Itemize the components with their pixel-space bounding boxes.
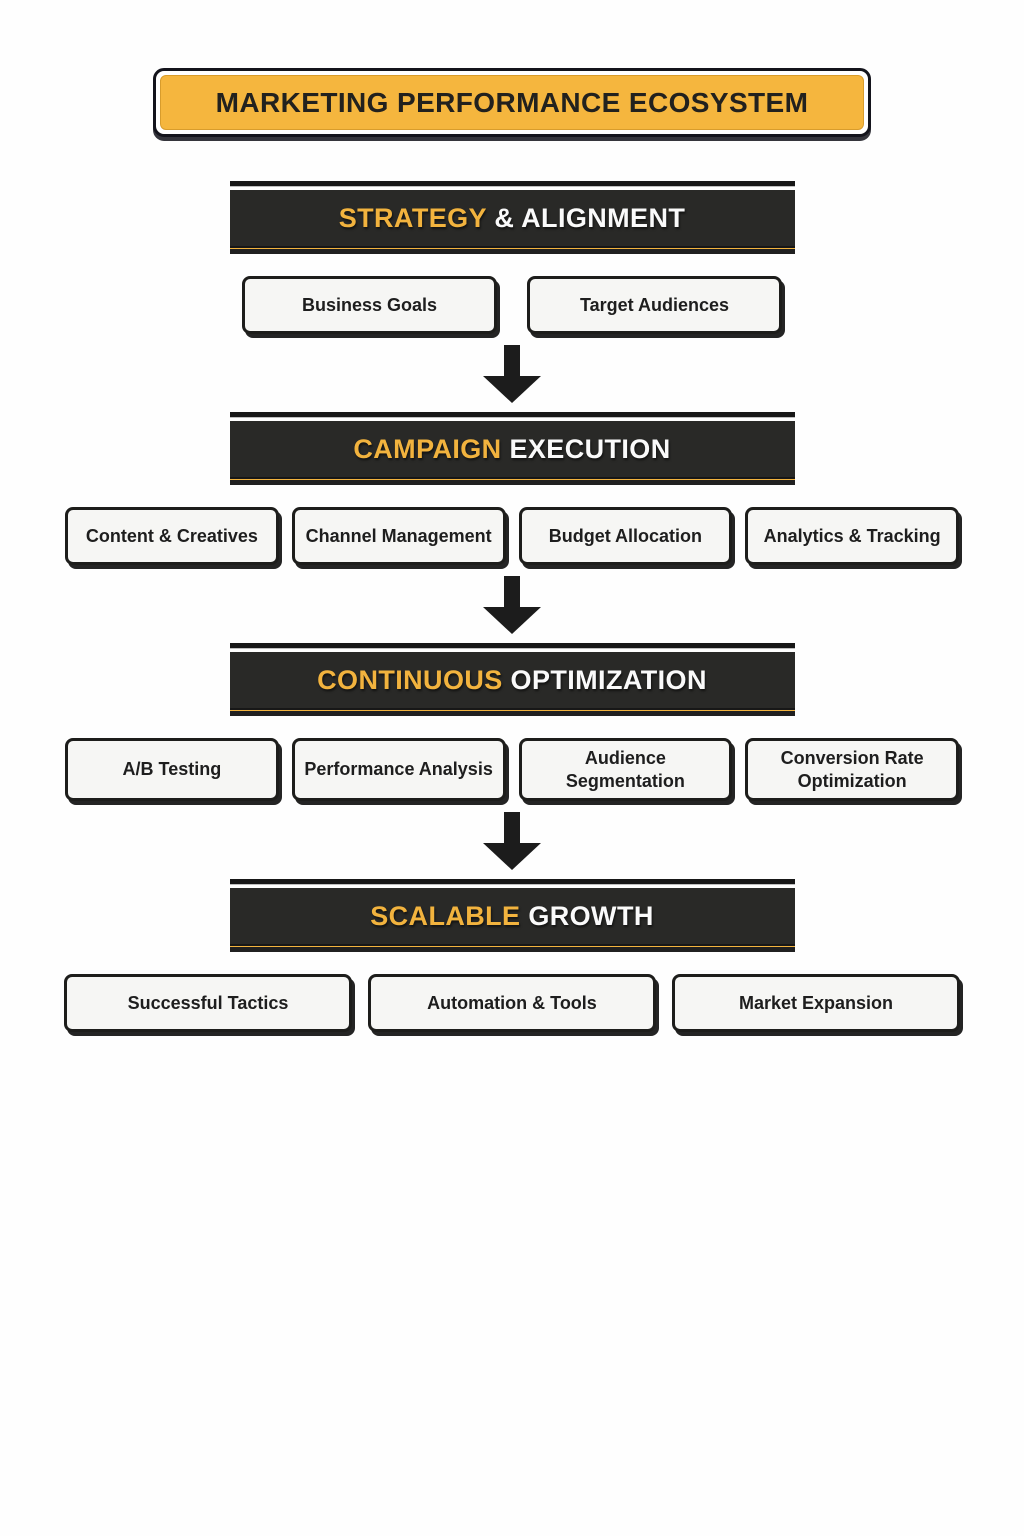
header-top-rule: [230, 412, 795, 417]
arrow-head: [483, 843, 541, 870]
node-box-row: [0, 276, 1024, 334]
arrow-stem: [504, 812, 520, 843]
arrow-head: [483, 376, 541, 403]
node-box: [368, 974, 656, 1032]
section-header: [230, 412, 795, 485]
section-heading-accent: CONTINUOUS: [317, 665, 503, 695]
node-box-label: Automation & Tools: [427, 992, 597, 1013]
node-box-row: [65, 507, 959, 565]
section-strategy-alignment: [0, 181, 1024, 403]
section-heading: [230, 888, 795, 944]
section-heading-rest: EXECUTION: [501, 434, 671, 464]
node-box: [242, 276, 497, 334]
title-banner: [153, 68, 871, 137]
section-heading-accent: SCALABLE: [370, 901, 521, 931]
section-heading-rest: & ALIGNMENT: [486, 203, 686, 233]
node-box: [527, 276, 782, 334]
header-top-rule: [230, 181, 795, 186]
section-heading-accent: STRATEGY: [338, 203, 487, 233]
node-box-label: Conversion Rate Optimization: [780, 748, 924, 791]
header-accent-stripe: [230, 708, 795, 716]
node-box: [292, 738, 506, 801]
down-arrow-icon: [483, 812, 541, 870]
section-header: [230, 879, 795, 952]
section-heading-accent: CAMPAIGN: [353, 434, 502, 464]
node-box: [65, 738, 279, 801]
section-scalable-growth: [0, 879, 1024, 1032]
node-box-label: Market Expansion: [738, 992, 894, 1013]
node-box: [64, 974, 352, 1032]
section-header: [230, 643, 795, 716]
section-campaign-execution: [0, 412, 1024, 634]
header-accent-stripe: [230, 944, 795, 952]
header-accent-stripe: [230, 246, 795, 254]
flow-diagram: [0, 181, 1024, 1032]
node-box-label: Analytics & Tracking: [763, 525, 941, 546]
section-heading: [230, 190, 795, 246]
node-box-label: Budget Allocation: [548, 525, 703, 546]
arrow-head: [483, 607, 541, 634]
node-box: [292, 507, 506, 565]
down-arrow-icon: [483, 576, 541, 634]
node-box-row: [64, 974, 960, 1032]
section-heading-rest: GROWTH: [520, 901, 654, 931]
node-box-label: Audience Segmentation: [565, 748, 685, 791]
node-box: [745, 507, 959, 565]
node-box-label: Content & Creatives: [85, 525, 258, 546]
node-box-label: Performance Analysis: [304, 759, 493, 780]
arrow-stem: [504, 345, 520, 376]
page-title: MARKETING PERFORMANCE ECOSYSTEM: [160, 75, 864, 130]
section-heading: [230, 421, 795, 477]
node-box-label: A/B Testing: [122, 759, 222, 780]
node-box-label: Channel Management: [305, 525, 492, 546]
section-header: [230, 181, 795, 254]
header-accent-stripe: [230, 477, 795, 485]
section-heading-rest: OPTIMIZATION: [502, 665, 707, 695]
node-box-label: Successful Tactics: [127, 992, 289, 1013]
node-box-row: [65, 738, 959, 801]
node-box-label: Target Audiences: [579, 294, 730, 315]
node-box: [65, 507, 279, 565]
node-box: [745, 738, 959, 801]
node-box: [519, 507, 733, 565]
node-box-label: Business Goals: [301, 294, 438, 315]
arrow-stem: [504, 576, 520, 607]
section-continuous-optimization: [0, 643, 1024, 870]
down-arrow-icon: [483, 345, 541, 403]
header-top-rule: [230, 643, 795, 648]
header-top-rule: [230, 879, 795, 884]
node-box: [519, 738, 733, 801]
section-heading: [230, 652, 795, 708]
node-box: [672, 974, 960, 1032]
